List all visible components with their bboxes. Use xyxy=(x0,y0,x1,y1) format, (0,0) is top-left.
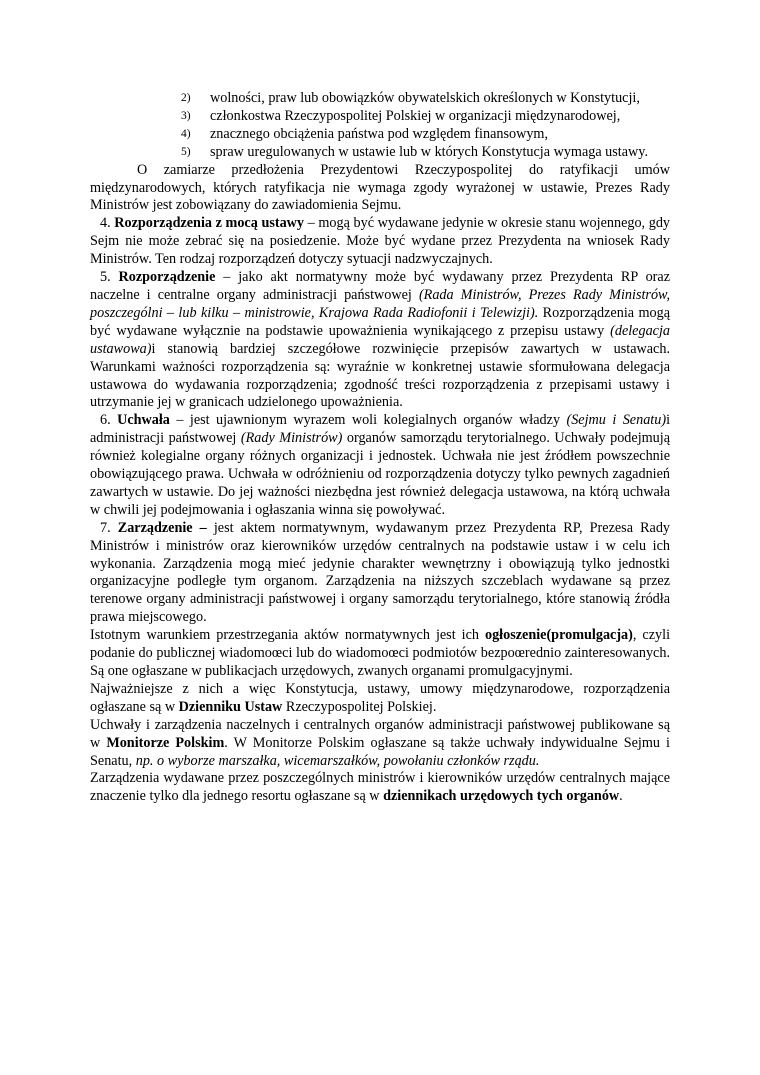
bold-term: dziennikach urzędowych tych organów xyxy=(383,788,620,805)
list-number: 3) xyxy=(181,109,191,122)
paragraph-official-journals xyxy=(90,770,670,806)
list-text: znacznego obciążenia państwa pod względem finansowym, xyxy=(210,125,549,142)
list-item xyxy=(90,126,670,144)
paragraph-decree-with-force-of-law xyxy=(90,215,670,269)
italic-text: (delegacja ustawowa) xyxy=(90,322,670,357)
item-number: 6. xyxy=(100,412,111,429)
item-number: 5. xyxy=(100,269,111,286)
paragraph-text: i stanowią bardziej szczegółowe rozwinięcie przepisów zawartych w ustawach. Warunkami ważności rozporządzenia są: wyraźnie w konkretnej ustawie sformułowana delegacja ustawowa do wydawania rozporządzenia; zgodność treści rozporządzenia z przepisami ustawy i utrzymanie jej w granicach udzielonego upoważnienia. xyxy=(90,340,670,411)
paragraph-ratification-notice: O zamiarze przedłożenia Prezydentowi Rzeczypospolitej do ratyfikacji umów międzynarodowych, których ratyfikacja nie wymaga zgody wyrażonej w ustawie, Prezes Rady Ministrów jest zobowiązany do zawiadomienia Sejmu. xyxy=(90,161,670,214)
paragraph-text: Najważniejsze z nich a więc Konstytucja, ustawy, umowy międzynarodowe, rozporządzenia ogłaszane są w xyxy=(90,680,670,715)
bold-term: ogłoszenie(promulgacja) xyxy=(484,627,633,644)
list-item xyxy=(90,90,670,108)
paragraph-text: jest aktem normatywnym, wydawanym przez Prezydenta RP, Prezesa Rady Ministrów i ministrów oraz kierowników urzędów centralnych na podstawie ustaw i w celu ich wykonania. Zarządzenia mogą mieć jedynie charakter wewnętrzny i obowiązują tylko jednostki organizacyjne podległe tym organom. Zarządzenia na niższych szczeblach wydawane są przez terenowe organy administracji państwowej i organy samorządu terytorialnego, które stanowią źródła prawa miejscowego. xyxy=(90,519,671,626)
paragraph-text: – mogą być wydawane jedynie w okresie stanu wojennego, gdy Sejm nie może zebrać się na posiedzenie. Może być wydane przez Prezydenta na wniosek Rady Ministrów. Ten rodzaj rozporządzeń dotyczy sytuacji nadzwyczajnych. xyxy=(90,215,671,268)
paragraph-text: organów samorządu terytorialnego. Uchwały podejmują również kolegialne organy różnych organizacji i jednostek. Uchwała nie jest źródłem powszechnie obowiązującego prawa. Uchwała w odróżnieniu od rozporządzenia dotyczy tylko pewnych zagadnień zawartych w ustawie. Do jej ważności niezbędna jest również delegacja ustawowa, na którą uchwała w chwili jej podejmowania i ogłaszania winna się powoływać. xyxy=(90,430,671,518)
item-number: 7. xyxy=(100,519,111,536)
term-heading: Uchwała xyxy=(117,412,170,429)
paragraph-promulgation xyxy=(90,627,670,681)
paragraph-text: Rzeczypospolitej Polskiej. xyxy=(282,698,437,715)
paragraph-text: i administracji państwowej xyxy=(90,412,671,447)
paragraph-text: Uchwały i zarządzenia naczelnych i centralnych organów administracji państwowej publikowane są w xyxy=(90,716,670,751)
paragraph-ordinance xyxy=(90,520,670,627)
italic-text: np. o wyborze marszałka, wicemarszałków, powołaniu członków rządu. xyxy=(135,752,540,769)
paragraph-text: Rozporządzenia mogą być wydawane wyłącznie na podstawie upoważnienia wynikającego z przepisu ustawy xyxy=(90,304,670,339)
term-heading: Rozporządzenie xyxy=(118,269,216,286)
bold-term: Monitorze Polskim xyxy=(106,734,225,751)
list-text: spraw uregulowanych w ustawie lub w których Konstytucja wymaga ustawy. xyxy=(210,143,649,160)
term-heading: Rozporządzenia z mocą ustawy xyxy=(114,215,305,232)
paragraph-regulation xyxy=(90,269,670,412)
paragraph-text: . xyxy=(619,788,623,805)
italic-text: (Sejmu i Senatu) xyxy=(566,412,667,429)
list-item xyxy=(90,108,670,126)
page-content xyxy=(90,90,670,806)
numbered-list xyxy=(90,90,670,162)
list-item xyxy=(90,144,670,162)
list-text: wolności, praw lub obowiązków obywatelskich określonych w Konstytucji, xyxy=(210,90,640,106)
paragraph-monitor-polski xyxy=(90,717,670,771)
list-number: 5) xyxy=(181,145,191,158)
list-number: 4) xyxy=(181,127,191,140)
paragraph-text: – jest ujawnionym wyrazem woli kolegialnych organów władzy xyxy=(169,412,567,429)
list-number: 2) xyxy=(181,92,191,104)
bold-term: Dzienniku Ustaw xyxy=(178,698,283,715)
italic-text: (Rada Ministrów, Prezes Rady Ministrów, poszczególni – lub kilku – ministrowie, Krajowa Rada Radiofonii i Telewizji). xyxy=(90,286,670,321)
paragraph-text: , czyli podanie do publicznej wiadomoœci lub do wiadomoœci podmiotów bezpoœrednio zainteresowanych. Są one ogłaszane w publikacjach urzędowych, zwanych organami promulgacyjnymi. xyxy=(90,627,671,679)
paragraph-text: – jako akt normatywny może być wydawany przez Prezydenta RP oraz naczelne i centralne organy administracji państwowej xyxy=(90,269,670,303)
paragraph-text: . W Monitorze Polskim ogłaszane są także uchwały indywidualne Sejmu i Senatu, xyxy=(90,734,670,769)
item-number: 4. xyxy=(100,215,111,232)
paragraph-resolution xyxy=(90,412,670,519)
paragraph-text: Zarządzenia wydawane przez poszczególnych ministrów i kierowników urzędów centralnych mające znaczenie tylko dla jednego resortu ogłaszane są w xyxy=(90,770,670,805)
paragraph-text: Istotnym warunkiem przestrzegania aktów normatywnych jest ich xyxy=(90,627,485,644)
italic-text: (Rady Ministrów) xyxy=(240,430,343,447)
paragraph-journal-of-laws xyxy=(90,681,670,717)
term-heading: Zarządzenie – xyxy=(117,519,207,536)
list-text: członkostwa Rzeczypospolitej Polskiej w organizacji międzynarodowej, xyxy=(210,107,621,124)
